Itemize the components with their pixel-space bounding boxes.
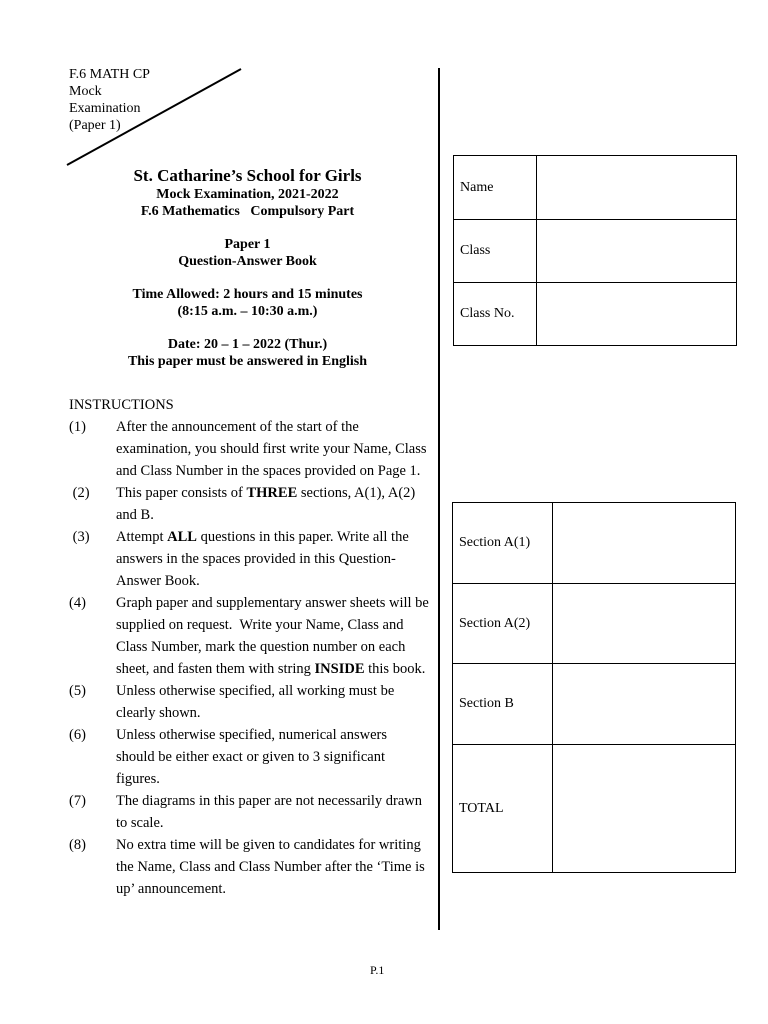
subject-name: F.6 Mathematics Compulsory Part [140,204,355,219]
row-label: Class No. [454,283,537,346]
row-label: Section B [453,664,553,745]
exam-header [60,166,435,370]
total-marks-field[interactable] [553,745,736,873]
instruction-emphasis: THREE [246,485,298,501]
table-row [453,503,736,584]
instructions-section [69,394,433,900]
instruction-item [69,724,429,790]
instruction-text: No extra time will be given to candidates for writing the Name, Class and Class Number after the ‘Time is up’ announcement. [116,837,425,897]
paper-number: Paper 1 [224,237,271,252]
school-name: St. Catharine’s School for Girls [133,166,362,185]
instruction-text: Unless otherwise specified, all working must be clearly shown. [116,683,395,721]
instructions-title: INSTRUCTIONS [69,397,174,413]
instruction-number: (7) [69,793,86,809]
instruction-number: (1) [69,419,86,435]
instruction-text: Unless otherwise specified, numerical answers should be either exact or given to 3 significant figures. [116,727,387,787]
corner-label-line: Mock [69,84,102,99]
instruction-text-part: This paper consists of [116,485,247,501]
instruction-number: (5) [69,683,86,699]
time-range: (8:15 a.m. – 10:30 a.m.) [177,304,318,319]
row-label: Section A(2) [453,584,553,664]
instruction-item [69,790,429,834]
section-a1-marks-field[interactable] [553,503,736,584]
vertical-divider [438,68,440,930]
exam-date: Date: 20 – 1 – 2022 (Thur.) [167,337,328,352]
candidate-info-table [453,155,737,346]
table-row [453,584,736,664]
instruction-text-part: Attempt [116,529,168,545]
instruction-number: (8) [69,837,86,853]
corner-label-line: Examination [69,101,141,116]
instruction-text-part: questions in this paper. Write all the answers in the spaces provided in this Question-Answer Book. [116,529,413,589]
corner-label-line: F.6 MATH CP [69,67,150,82]
instruction-emphasis: INSIDE [314,661,365,677]
row-label: Class [454,220,537,283]
instruction-item [69,680,429,724]
instruction-item [69,416,429,482]
class-field[interactable] [537,220,737,283]
corner-label-line: (Paper 1) [69,118,121,133]
instruction-item [69,592,433,680]
instruction-text [116,592,433,680]
table-row [454,220,737,283]
section-a2-marks-field[interactable] [553,584,736,664]
table-row [454,156,737,220]
instruction-number: (2) [69,485,90,501]
instruction-number: (4) [69,595,86,611]
instruction-emphasis: ALL [167,529,197,545]
instruction-item [69,834,429,900]
book-title: Question-Answer Book [178,254,317,269]
row-label: Section A(1) [453,503,553,584]
instruction-text: After the announcement of the start of the examination, you should first write your Name, Class and Class Number in the spaces provided on Page 1. [116,419,427,479]
instruction-number: (3) [69,529,90,545]
instruction-text [116,482,429,526]
table-row [453,664,736,745]
instruction-text-part: Graph paper and supplementary answer sheets will be supplied on request. Write your Name, Class and Class Number, mark the question number on each sheet, and fasten them with string [116,595,433,677]
language-note: This paper must be answered in English [127,354,368,369]
exam-name: Mock Examination, 2021-2022 [156,187,339,202]
instruction-text: The diagrams in this paper are not necessarily drawn to scale. [116,793,423,831]
section-b-marks-field[interactable] [553,664,736,745]
instruction-item [69,482,429,526]
page-number: P.1 [370,963,385,977]
table-row [453,745,736,873]
name-field[interactable] [537,156,737,220]
instruction-text [116,526,429,592]
time-allowed: Time Allowed: 2 hours and 15 minutes [132,287,363,302]
instruction-text-part: this book. [364,661,426,677]
instruction-number: (6) [69,727,86,743]
instruction-text-part: sections, A(1), A(2) and B. [116,485,419,523]
class-number-field[interactable] [537,283,737,346]
row-label: Name [454,156,537,220]
table-row [454,283,737,346]
row-label: TOTAL [453,745,553,873]
marks-table [452,502,736,873]
instruction-item [69,526,429,592]
